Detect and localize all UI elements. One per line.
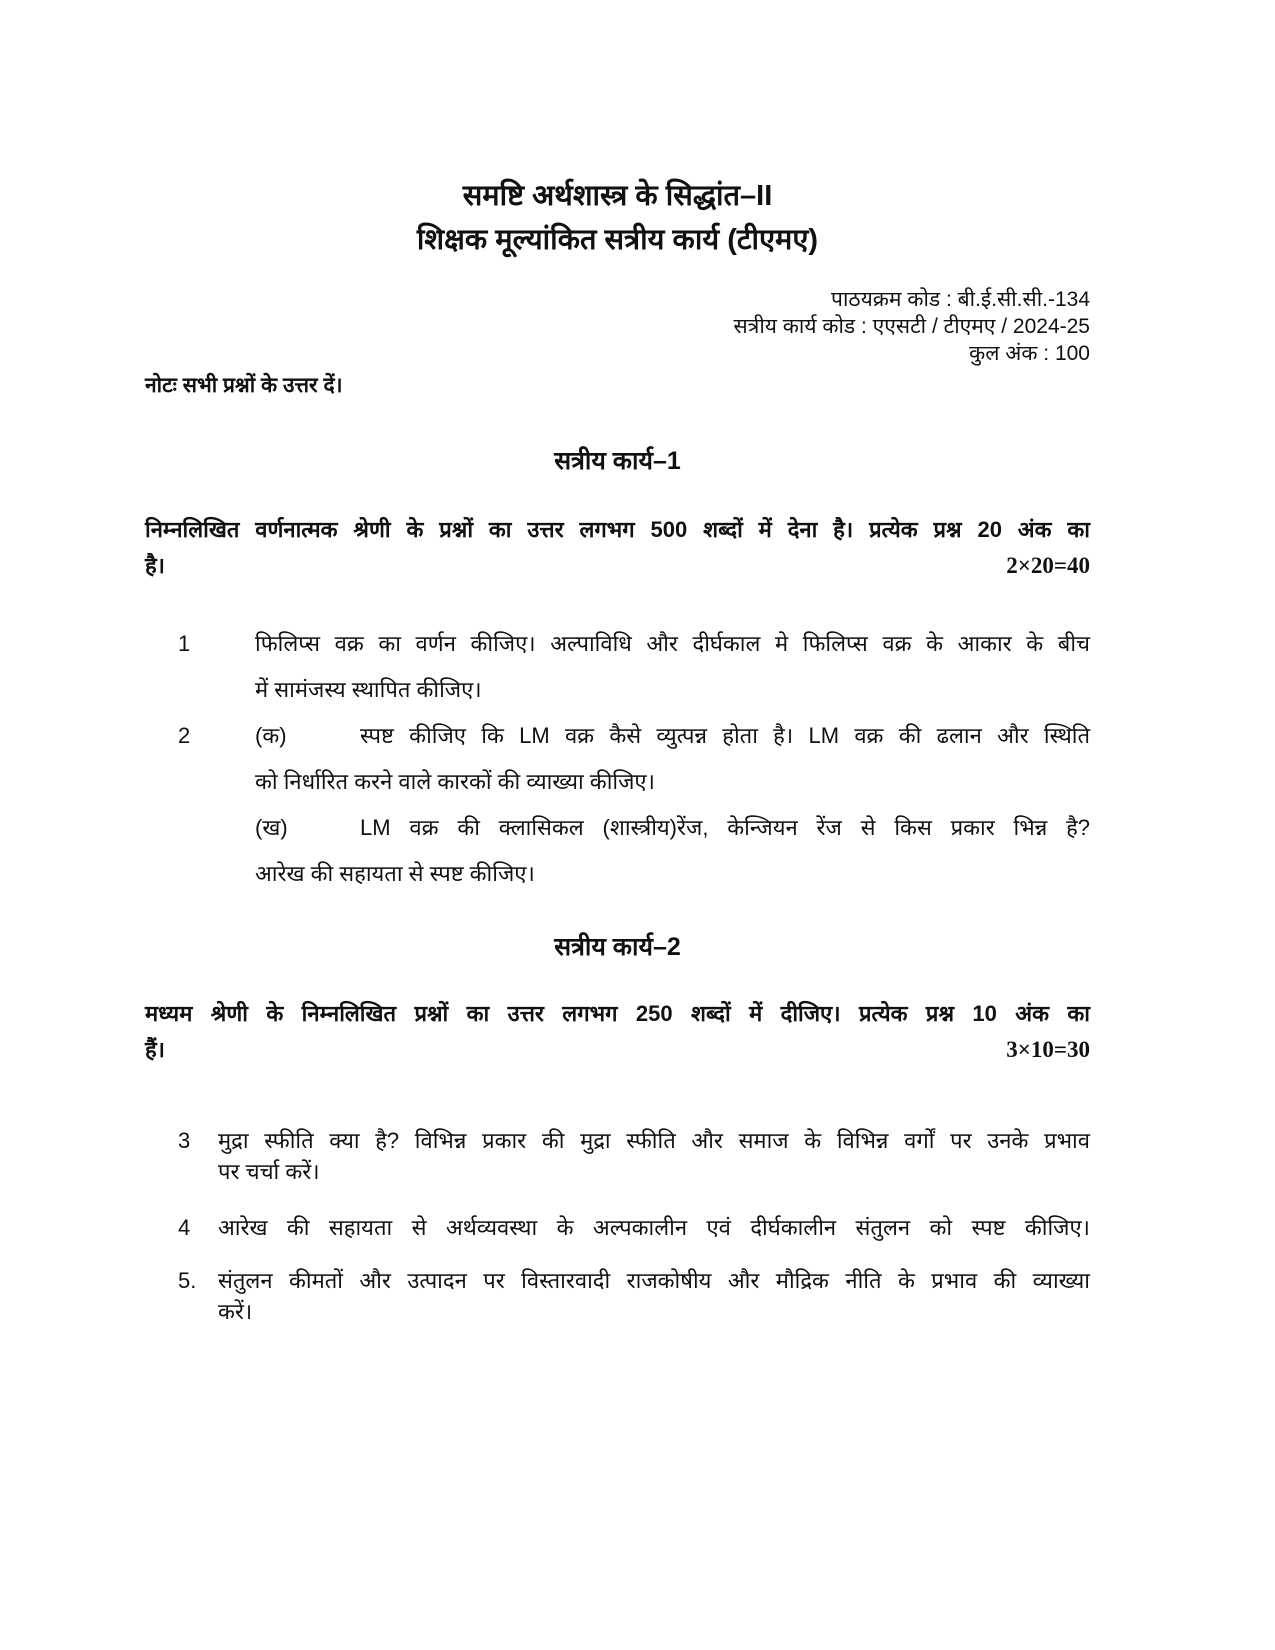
document-content (145, 0, 1090, 1327)
assignment2-instruction-line2: हैं। (145, 1037, 166, 1062)
note-line: नोटः सभी प्रश्नों के उत्तर दें। (145, 374, 343, 397)
question-3 (145, 1125, 1090, 1187)
question-2-part-a-line1: स्पष्ट कीजिए कि LM वक्र कैसे व्युत्पन्न होता है। LM वक्र की ढलान और स्थिति (360, 723, 1090, 748)
question-4-number: 4 (178, 1215, 191, 1240)
question-3-body (218, 1125, 1090, 1187)
question-4-line1: आरेख की सहायता से अर्थव्यवस्था के अल्पकालीन एवं दीर्घकालीन संतुलन को स्पष्ट कीजिए। (218, 1215, 1090, 1240)
question-2-part-b (255, 805, 1090, 897)
meta-block (145, 286, 1090, 367)
question-1-line2: में सामंजस्य स्थापित कीजिए। (255, 677, 482, 702)
assignment2-marks-formula: 3×10=30 (1006, 1037, 1090, 1062)
question-5 (145, 1265, 1090, 1327)
question-3-line2: पर चर्चा करें। (218, 1159, 320, 1184)
question-2-part-b-line1-row (255, 805, 1090, 851)
assignment1-marks-formula: 2×20=40 (1006, 553, 1090, 578)
question-2-part-a-line1-row (255, 713, 1090, 759)
assignment1-instruction-line1: निम्नलिखित वर्णनात्मक श्रेणी के प्रश्नों का उत्तर लगभग 500 शब्दों में देना है। प्रत्येक प्रश्न 20 अंक का (145, 517, 1090, 542)
question-2-part-b-label: (ख) (255, 815, 288, 840)
question-3-number: 3 (178, 1128, 191, 1153)
total-marks-line: कुल अंक : 100 (969, 342, 1090, 365)
assignment2-instruction-row (145, 1035, 1090, 1065)
question-2-part-a-line2: को निर्धारित करने वाले कारकों की व्याख्या कीजिए। (255, 769, 655, 794)
question-4-body (218, 1212, 1090, 1243)
document-title-line1: समष्टि अर्थशास्त्र के सिद्धांत–II (462, 180, 773, 212)
document-title-line2: शिक्षक मूल्यांकित सत्रीय कार्य (टीएमए) (416, 224, 819, 256)
assignment2-heading: सत्रीय कार्य–2 (554, 933, 681, 961)
question-2 (145, 713, 1090, 897)
question-2-part-b-line1: LM वक्र की क्लासिकल (शास्त्रीय)रेंज, केन्जियन रेंज से किस प्रकार भिन्न है? (360, 815, 1090, 840)
question-1-line1: फिलिप्स वक्र का वर्णन कीजिए। अल्पाविधि और दीर्घकाल मे फिलिप्स वक्र के आकार के बीच (255, 631, 1090, 656)
question-1-number: 1 (178, 631, 191, 656)
question-5-number: 5. (178, 1268, 197, 1293)
assignment1-instruction-row (145, 551, 1090, 581)
question-5-body (218, 1265, 1090, 1327)
assignment-code-line: सत्रीय कार्य कोड : एएसटी / टीएमए / 2024-25 (733, 315, 1090, 338)
question-3-line1: मुद्रा स्फीति क्या है? विभिन्न प्रकार की मुद्रा स्फीति और समाज के विभिन्न वर्गों पर उनके प्रभाव (218, 1128, 1090, 1153)
question-5-line2: करें। (218, 1299, 253, 1324)
question-5-line1: संतुलन कीमतों और उत्पादन पर विस्तारवादी राजकोषीय और मौद्रिक नीति के प्रभाव की व्याख्या (218, 1268, 1090, 1293)
question-1 (145, 621, 1090, 713)
question-2-number: 2 (178, 723, 191, 748)
question-1-body (255, 621, 1090, 713)
question-2-part-a (255, 713, 1090, 805)
question-2-body (255, 713, 1090, 897)
assignment1-instruction-line2: है। (145, 553, 166, 578)
assignment1-heading: सत्रीय कार्य–1 (554, 447, 681, 475)
question-2-part-a-label: (क) (255, 723, 287, 748)
assignment2-instruction-line1: मध्यम श्रेणी के निम्नलिखित प्रश्नों का उत्तर लगभग 250 शब्दों में दीजिए। प्रत्येक प्रश्न 10 अंक का (145, 1001, 1090, 1026)
course-code-line: पाठयक्रम कोड : बी.ई.सी.सी.-134 (831, 288, 1090, 311)
question-2-part-b-line2: आरेख की सहायता से स्पष्ट कीजिए। (255, 861, 535, 886)
question-4 (145, 1212, 1090, 1243)
